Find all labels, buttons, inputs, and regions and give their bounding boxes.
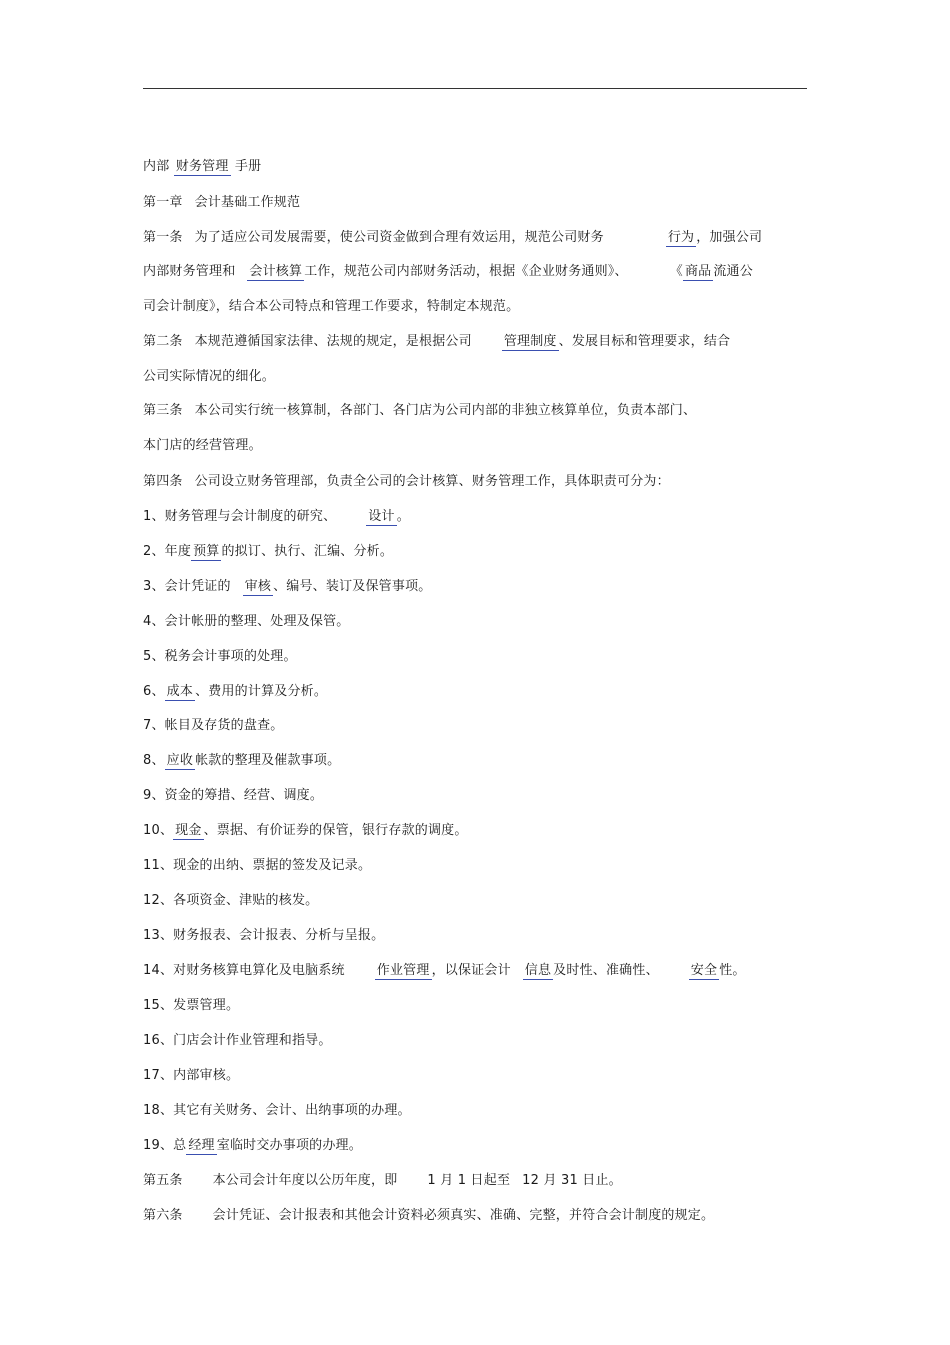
article-2-line-2 <box>143 368 807 386</box>
item-text: 6、 <box>143 684 165 699</box>
article-text: 内部财务管理和 <box>143 264 236 279</box>
list-item <box>143 1137 807 1155</box>
article-1-line-2 <box>143 263 807 281</box>
article-label: 第二条 <box>143 334 183 349</box>
item-text: 8、 <box>143 753 165 768</box>
article-text: 工作，规范公司内部财务活动，根据《企业财务通则》、 <box>304 264 628 279</box>
article-2-line-1 <box>143 333 807 351</box>
article-3-line-1 <box>143 402 807 420</box>
list-item <box>143 717 807 735</box>
link-behavior[interactable]: 行为 <box>667 230 695 245</box>
item-text: 16、门店会计作业管理和指导。 <box>143 1033 332 1048</box>
chapter-label: 第一章 <box>143 195 183 210</box>
list-item <box>143 857 807 875</box>
item-text: 7、帐目及存货的盘查。 <box>143 718 284 733</box>
link-design[interactable]: 设计 <box>368 509 395 524</box>
link-cost[interactable]: 成本 <box>166 684 194 699</box>
article-5-line-1 <box>143 1172 807 1190</box>
item-text: 帐款的整理及催款事项。 <box>195 753 341 768</box>
list-item <box>143 1032 807 1050</box>
link-information[interactable]: 信息 <box>524 963 552 978</box>
item-text: 5、税务会计事项的处理。 <box>143 649 297 664</box>
title-suffix: 手册 <box>234 159 262 174</box>
item-text: 3、会计凭证的 <box>143 579 231 594</box>
article-text: 公司实际情况的细化。 <box>143 369 276 384</box>
article-3-line-2 <box>143 437 807 455</box>
article-text: 本公司会计年度以公历年度，即 <box>212 1173 398 1188</box>
article-text: 本公司实行统一核算制，各部门、各门店为公司内部的非独立核算单位，负责本部门、 <box>194 403 697 418</box>
item-text: 的拟订、执行、汇编、分析。 <box>221 544 394 559</box>
list-item <box>143 1102 807 1120</box>
link-security[interactable]: 安全 <box>690 963 718 978</box>
item-text: 12、各项资金、津贴的核发。 <box>143 893 319 908</box>
link-budget[interactable]: 预算 <box>193 544 220 559</box>
link-cash[interactable]: 现金 <box>175 823 202 838</box>
item-text: 4、会计帐册的整理、处理及保管。 <box>143 614 350 629</box>
list-item <box>143 787 807 805</box>
article-text: 会计凭证、会计报表和其他会计资料必须真实、准确、完整，并符合会计制度的规定。 <box>212 1208 715 1223</box>
link-financial-management[interactable]: 财务管理 <box>175 159 229 174</box>
link-accounting[interactable]: 会计核算 <box>249 264 303 279</box>
item-text: 、费用的计算及分析。 <box>195 684 328 699</box>
article-6-line-1 <box>143 1207 807 1225</box>
article-text: 司会计制度》，结合本公司特点和管理工作要求，特制定本规范。 <box>143 299 520 314</box>
item-text: 1、财务管理与会计制度的研究、 <box>143 509 337 524</box>
item-text: 室临时交办事项的办理。 <box>216 1138 362 1153</box>
link-receivable[interactable]: 应收 <box>166 753 194 768</box>
doc-title <box>143 158 807 176</box>
item-text: 、票据、有价证券的保管，银行存款的调度。 <box>203 823 468 838</box>
item-text: 18、其它有关财务、会计、出纳事项的办理。 <box>143 1103 411 1118</box>
item-text: ，以保证会计 <box>431 963 511 978</box>
list-item <box>143 927 807 945</box>
list-item <box>143 683 807 701</box>
item-text: 2、年度 <box>143 544 192 559</box>
article-text: 为了适应公司发展需要，使公司资金做到合理有效运用，规范公司财务 <box>194 230 604 245</box>
item-text: 11、现金的出纳、票据的签发及记录。 <box>143 858 372 873</box>
list-item <box>143 543 807 561</box>
list-item <box>143 997 807 1015</box>
chapter-heading <box>143 194 807 212</box>
link-management-system[interactable]: 管理制度 <box>503 334 557 349</box>
link-operations-management[interactable]: 作业管理 <box>376 963 430 978</box>
article-label: 第一条 <box>143 230 183 245</box>
article-text: 流通公 <box>713 264 753 279</box>
item-text: 14、对财务核算电算化及电脑系统 <box>143 963 345 978</box>
article-text: 本规范遵循国家法律、法规的规定，是根据公司 <box>194 334 472 349</box>
article-text: 《 <box>669 264 683 279</box>
article-label: 第四条 <box>143 474 183 489</box>
item-text: 10、 <box>143 823 174 838</box>
title-prefix: 内部 <box>143 159 170 174</box>
item-text: 19、总 <box>143 1138 187 1153</box>
article-label: 第五条 <box>143 1173 183 1188</box>
link-commodity[interactable]: 商品 <box>684 264 712 279</box>
article-text: 本门店的经营管理。 <box>143 438 262 453</box>
list-item <box>143 752 807 770</box>
article-label: 第三条 <box>143 403 183 418</box>
list-item <box>143 1067 807 1085</box>
item-text: 性。 <box>719 963 746 978</box>
item-text: 15、发票管理。 <box>143 998 240 1013</box>
item-text: 17、内部审核。 <box>143 1068 240 1083</box>
article-text: ，加强公司 <box>696 230 763 245</box>
link-audit[interactable]: 审核 <box>244 579 272 594</box>
item-text: 13、财务报表、会计报表、分析与呈报。 <box>143 928 385 943</box>
item-text: 及时性、准确性、 <box>553 963 659 978</box>
chapter-title: 会计基础工作规范 <box>194 195 301 210</box>
list-item <box>143 892 807 910</box>
list-item <box>143 578 807 596</box>
header-rule <box>143 88 807 89</box>
list-item <box>143 822 807 840</box>
article-label: 第六条 <box>143 1208 183 1223</box>
item-text: 。 <box>396 509 410 524</box>
item-text: 、编号、装订及保管事项。 <box>273 579 432 594</box>
list-item <box>143 648 807 666</box>
article-text: 、发展目标和管理要求，结合 <box>558 334 731 349</box>
article-text: 12 月 31 日止。 <box>522 1173 622 1188</box>
list-item <box>143 962 807 980</box>
link-manager[interactable]: 经理 <box>188 1138 215 1153</box>
article-1-line-1 <box>143 229 807 247</box>
article-1-line-3 <box>143 298 807 316</box>
item-text: 9、资金的筹措、经营、调度。 <box>143 788 324 803</box>
list-item <box>143 508 807 526</box>
article-4-line-1 <box>143 473 807 491</box>
list-item <box>143 613 807 631</box>
article-text: 1 月 1 日起至 <box>427 1173 511 1188</box>
article-text: 公司设立财务管理部，负责全公司的会计核算、财务管理工作，具体职责可分为： <box>194 474 670 489</box>
